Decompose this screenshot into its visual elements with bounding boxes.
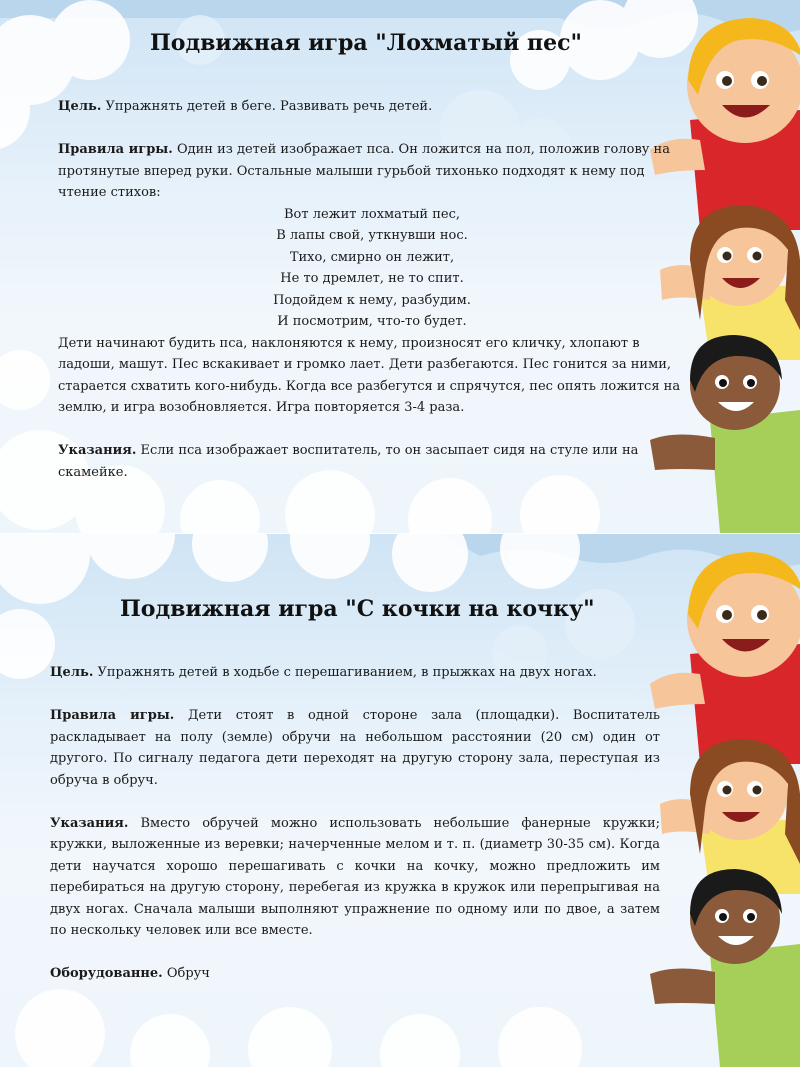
poem-line: И посмотрим, что-то будет. — [277, 314, 467, 329]
goal-text: Упражнять детей в беге. Развивать речь детей. — [101, 99, 433, 114]
equipment-text: Обруч — [162, 966, 210, 981]
rules-label: Правила игры. — [58, 142, 173, 157]
page-title: Подвижная игра "Лохматый пес" — [150, 30, 582, 56]
notes-label: Указания. — [50, 815, 129, 831]
equipment-paragraph — [50, 963, 660, 985]
rules-paragraph — [58, 139, 686, 204]
rules-label: Правила игры. — [50, 708, 175, 723]
rules-text: Дети стоят в одной стороне зала (площадки). Воспитатель раскладывает на полу (земле) обручи на небольшом расстоянии (20 см) один от другого. По сигналу педагога дети переходят на другую сторону зала, переступая из обруча в обруч. — [50, 708, 660, 788]
goal-text: Упражнять детей в ходьбе с перешагиванием, в прыжках на двух ногах. — [93, 665, 597, 680]
poem — [58, 204, 686, 333]
equipment-label: Оборудованне. — [50, 966, 163, 981]
goal-paragraph — [50, 662, 660, 684]
goal-label: Цель. — [58, 99, 102, 114]
slide-1 — [0, 0, 800, 533]
game-description — [50, 662, 660, 985]
slide-2 — [0, 534, 800, 1067]
notes-text: Если пса изображает воспитатель, то он засыпает сидя на стуле или на скамейке. — [58, 443, 639, 480]
poem-line: Подойдем к нему, разбудим. — [273, 292, 471, 308]
poem-line: Вот лежит лохматый пес, — [284, 206, 460, 222]
page-title: Подвижная игра "С кочки на кочку" — [120, 596, 595, 622]
notes-paragraph — [50, 813, 660, 942]
notes-paragraph — [58, 440, 686, 483]
rules-text: Один из детей изображает пса. Он ложится на пол, положив голову на протянутые вперед руки. Остальные малыши гурьбой тихонько подходят к нему под чтение стихов: — [58, 142, 670, 200]
goal-label: Цель. — [50, 665, 94, 680]
poem-line: Тихо, смирно он лежит, — [289, 249, 455, 265]
rules-paragraph — [50, 705, 660, 791]
notes-label: Указания. — [58, 443, 137, 458]
continuation-paragraph: Дети начинают будить пса, наклоняются к нему, произносят его кличку, хлопают в ладоши, машут. Пес вскакивает и громко лает. Дети разбегаются. Пес гонится за ними, старается схватить кого-нибудь. Когда все разбегутся и спрячутся, пес опять ложится на землю, и игра возобновляется. Игра повторяется 3-4 раза. — [58, 335, 681, 415]
poem-line: Не то дремлет, не то спит. — [280, 271, 464, 286]
three-cartoon-children-icon — [650, 534, 800, 1067]
game-description — [58, 96, 686, 483]
poem-line: В лапы свой, уткнувши нос. — [276, 228, 468, 243]
notes-text: Вместо обручей можно использовать небольшие фанерные кружки; кружки, выложенные из веревки; начерченные мелом и т. п. (диаметр 30-35 см). Когда дети научатся хорошо перешагивать с кочки на кочку, можно предложить им перебираться на другую сторону, перебегая из кружка в кружок или перепрыгивая на двух ногах. Сначала малыши выполняют упражнение по одному или по двое, а затем по нескольку человек или все вместе. — [50, 815, 660, 938]
goal-paragraph — [58, 96, 686, 118]
